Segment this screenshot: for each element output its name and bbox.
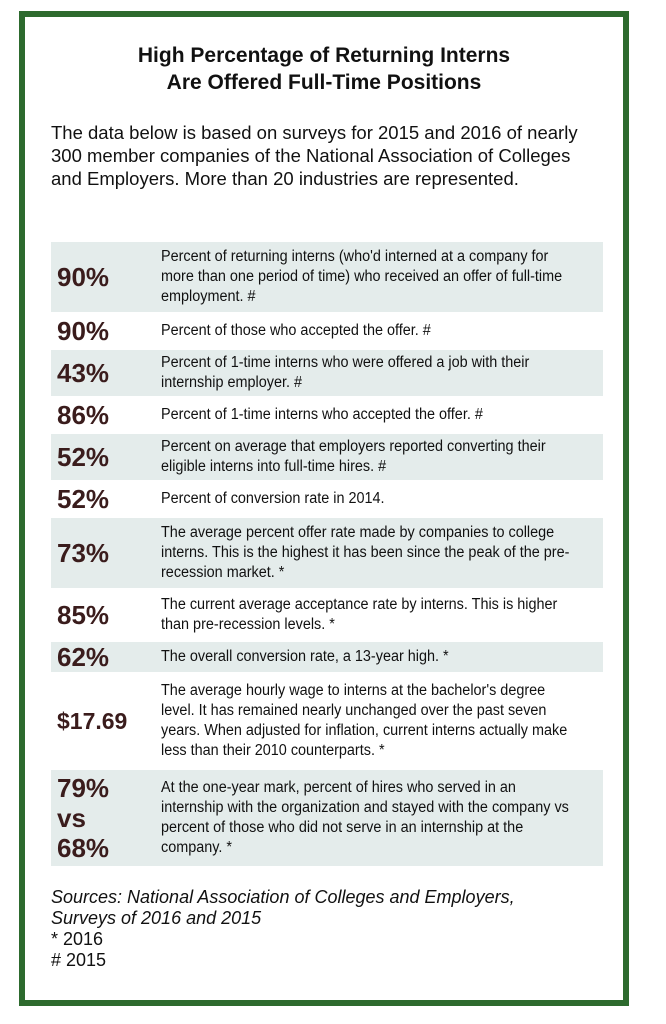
intro-paragraph: The data below is based on surveys for 2015 and 2016 of nearly 300 member companies of the National Association of Colleges and Employers. More than 20 industries are represented. bbox=[51, 122, 578, 189]
stat-description: The average percent offer rate made by companies to college interns. This is the highest it has been since the peak of the pre-recession market. * bbox=[161, 524, 570, 581]
stat-description: The overall conversion rate, a 13-year high. * bbox=[161, 648, 449, 665]
stat-description: Percent of returning interns (who'd interned at a company for more than one period of time) who received an offer of full-time employment. # bbox=[161, 248, 563, 305]
stat-row bbox=[51, 242, 603, 312]
stat-description: Percent of conversion rate in 2014. bbox=[161, 490, 385, 507]
stat-value-line: vs bbox=[57, 803, 86, 833]
stat-value: 52% bbox=[57, 442, 110, 472]
stat-row bbox=[51, 642, 603, 672]
stat-description: The average hourly wage to interns at the bachelor's degree level. It has remained nearly unchanged over the past seven years. When adjusted for inflation, current interns actually make less than their 2010 counterparts. * bbox=[161, 682, 568, 759]
stat-row bbox=[51, 400, 603, 430]
stat-value: 90% bbox=[57, 316, 110, 346]
stat-description: The current average acceptance rate by interns. This is higher than pre-recession levels. * bbox=[161, 596, 558, 633]
stat-value: 86% bbox=[57, 400, 110, 430]
stat-value-comparison bbox=[51, 773, 161, 863]
stat-value-line: 68% bbox=[57, 833, 110, 863]
stat-row bbox=[51, 484, 603, 514]
title-line-2: Are Offered Full-Time Positions bbox=[166, 71, 482, 94]
stat-value: 90% bbox=[57, 262, 110, 292]
stat-row bbox=[51, 350, 603, 396]
page-title bbox=[25, 42, 623, 96]
stat-row bbox=[51, 434, 603, 480]
stat-row bbox=[51, 518, 603, 588]
stat-description: Percent of 1-time interns who were offered a job with their internship employer. # bbox=[161, 354, 530, 391]
stat-value: $17.69 bbox=[57, 708, 128, 734]
stat-description: Percent on average that employers reported converting their eligible interns into full-time hires. # bbox=[161, 438, 546, 475]
stat-description: Percent of those who accepted the offer. # bbox=[161, 322, 431, 339]
stat-row bbox=[51, 316, 603, 346]
footnote-2015: # 2015 bbox=[51, 950, 107, 970]
stat-value: 62% bbox=[57, 642, 110, 672]
stat-value: 85% bbox=[57, 600, 110, 630]
footnote-2016: * 2016 bbox=[51, 929, 104, 949]
stat-row bbox=[51, 676, 603, 766]
stat-description: At the one-year mark, percent of hires who served in an internship with the organization and stayed with the company vs percent of those who did not serve in an internship at the company. * bbox=[161, 779, 569, 856]
title-line-1: High Percentage of Returning Interns bbox=[137, 44, 511, 67]
stat-value: 43% bbox=[57, 358, 110, 388]
sources-line-2: Surveys of 2016 and 2015 bbox=[51, 908, 262, 928]
stats-table bbox=[51, 242, 603, 870]
sources-line-1: Sources: National Association of Colleges and Employers, bbox=[51, 887, 515, 907]
sources-block bbox=[51, 887, 611, 971]
stat-description: Percent of 1-time interns who accepted the offer. # bbox=[161, 406, 483, 423]
stat-value: 73% bbox=[57, 538, 110, 568]
stat-row bbox=[51, 770, 603, 866]
stat-row bbox=[51, 592, 603, 638]
infographic-frame bbox=[19, 11, 629, 1006]
stat-value: 52% bbox=[57, 484, 110, 514]
stat-value-line: 79% bbox=[57, 773, 110, 803]
